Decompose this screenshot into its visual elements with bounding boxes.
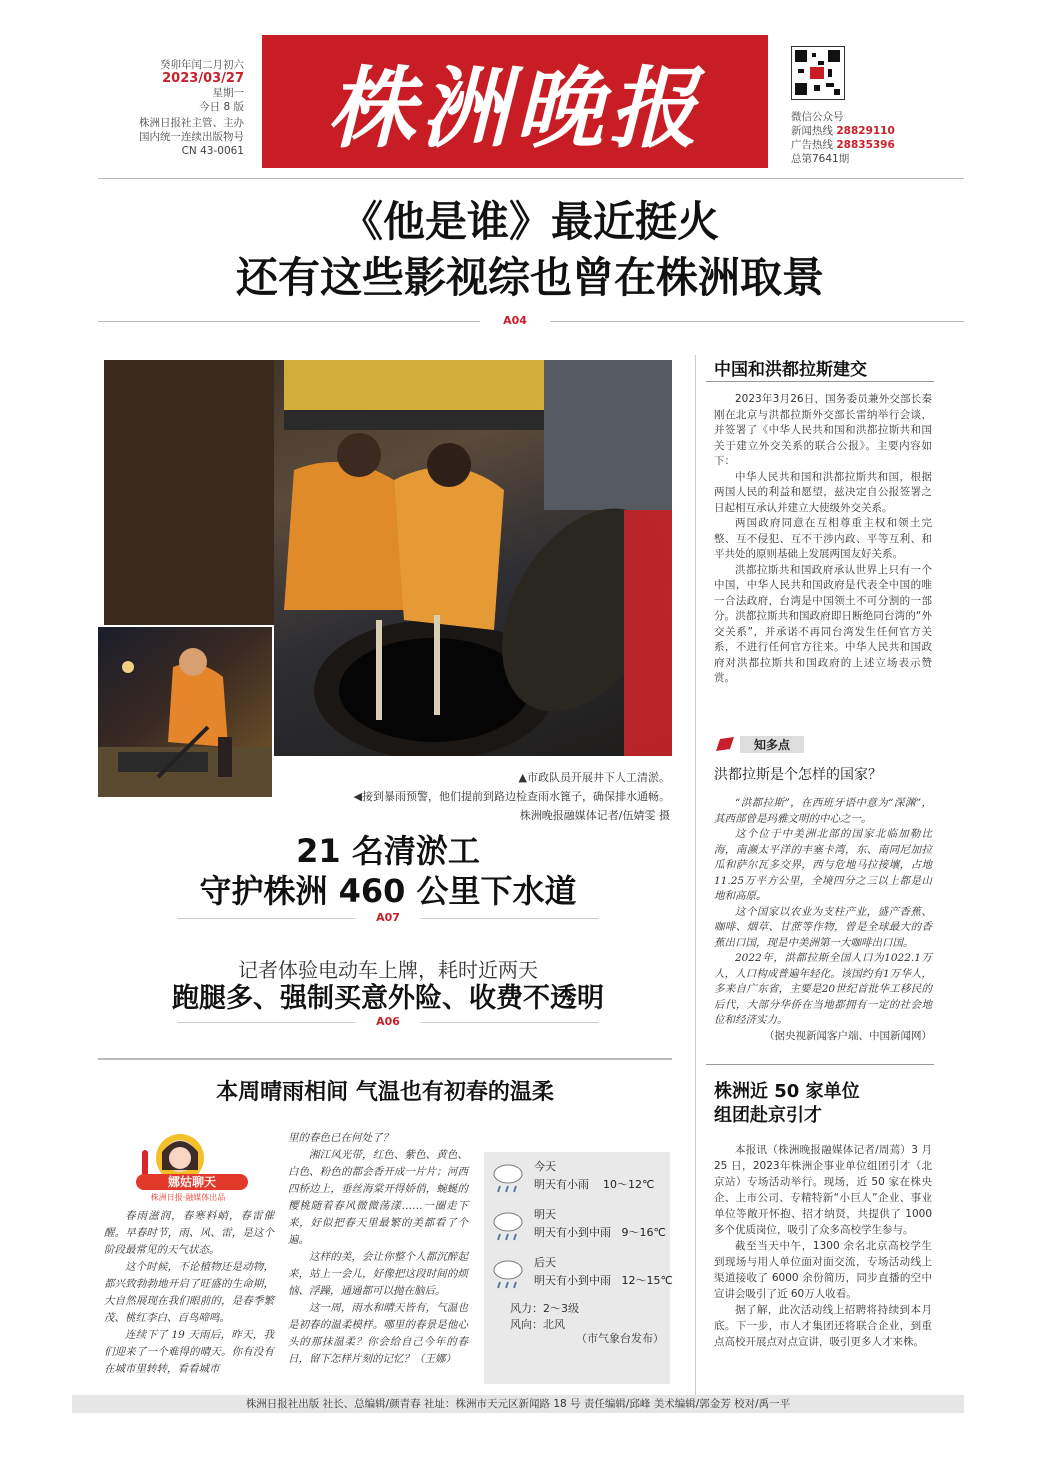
ad-hotline-label: 广告热线 — [791, 139, 833, 151]
news-hotline: 28829110 — [836, 125, 895, 137]
know-more-label: 知多点 — [740, 736, 804, 753]
masthead-title: 株洲晚报 — [326, 55, 703, 160]
photo-caption-1: ▲市政队员开展井下人工清淤。 — [518, 771, 670, 784]
photo-caption-2: ◀接到暴雨预警，他们提前到路边检查雨水篦子，确保排水通畅。 — [353, 790, 670, 803]
column-subtitle: 株洲日报·融媒体出品 — [150, 1193, 226, 1202]
rain-cloud-icon — [490, 1256, 526, 1292]
story3-kicker: 记者体验电动车上牌，耗时近两天 — [238, 958, 538, 982]
sidebar1-rule — [706, 381, 934, 382]
column-logo — [118, 1130, 248, 1205]
forecast-day: 明天 — [534, 1208, 556, 1221]
forecast-temp: 12～15℃ — [621, 1274, 673, 1287]
sidebar1-body — [714, 392, 932, 687]
weather-para: 这样的美，会让你整个人都沉醉起来，站上一会儿，好像把这段时间的烦恼、浮躁，通通都可以抛在脑后。 — [288, 1251, 468, 1297]
know-more-source: （据央视新闻客户端、中国新闻网） — [764, 1029, 932, 1042]
sidebar2-para: 本报讯（株洲晚报融媒体记者/周蔫）3 月 25 日，2023年株洲企事业单位组团引才（北京站）专场活动举行。现场，近 50 家在株央企、上市公司、专精特新“小巨人”企业、事业单位等敞开怀抱、招才纳贤，共提供了 1000 多个优质岗位，吸引了众多高校学生参与。 — [714, 1144, 932, 1236]
sidebar2-title-line2[interactable]: 组团赴京引才 — [714, 1105, 822, 1126]
wind-direction: 风向：北风 — [510, 1318, 565, 1331]
forecast-temp: 9～16℃ — [621, 1226, 666, 1239]
sidebar1-title[interactable]: 中国和洪都拉斯建交 — [714, 360, 867, 380]
cn-number: CN 43-0061 — [181, 145, 244, 157]
forecast-row — [484, 1156, 670, 1202]
forecast-row — [484, 1252, 673, 1298]
serial-line: 国内统一连续出版物号 — [139, 131, 244, 143]
know-more-para: “洪都拉斯”，在西班牙语中意为“深渊”，其西部曾是玛雅文明的中心之一。 — [714, 797, 932, 825]
weather-para: 这个时候，不论植物还是动物，都兴致勃勃地开启了旺盛的生命期，大自然展现在我们眼前的，是春季繁茂、桃红李白、百鸟啼鸣。 — [104, 1261, 274, 1324]
publisher-line: 株洲日报社主管、主办 — [139, 117, 244, 129]
lead-headline-line2[interactable]: 还有这些影视综也曾在株洲取景 — [235, 253, 824, 302]
wechat-label: 微信公众号 — [791, 111, 844, 123]
pencil-icon — [714, 735, 738, 753]
weather-column-1 — [104, 1208, 274, 1378]
section-divider — [98, 1058, 672, 1060]
page-count: 今日 8 版 — [199, 101, 244, 113]
forecast-box — [484, 1152, 673, 1384]
forecast-desc: 明天有小雨 10～12℃ — [534, 1178, 655, 1191]
forecast-day: 今天 — [534, 1160, 556, 1173]
forecast-source: （市气象台发布） — [576, 1332, 664, 1345]
sidebar2-body — [714, 1142, 932, 1350]
sidebar2-title-line1[interactable]: 株洲近 50 家单位 — [714, 1081, 860, 1102]
story2-page-tag[interactable]: A07 — [355, 911, 421, 924]
know-more-title[interactable]: 洪都拉斯是个怎样的国家？ — [714, 767, 882, 783]
forecast-temp: 10～12℃ — [603, 1178, 655, 1191]
sidebar2-para: 截至当天中午，1300 余名北京高校学生到现场与用人单位面对面交流，专场活动线上渠道接收了 6000 余份简历，同步直播的空中宣讲会吸引了近 60万人收看。 — [714, 1240, 932, 1300]
ad-hotline: 28835396 — [836, 139, 895, 151]
rain-cloud-icon — [490, 1160, 526, 1196]
know-more-body — [714, 796, 932, 1044]
know-more-badge — [714, 735, 834, 753]
weather-para: 春雨滋润，春寒料峭，春雷催醒。早春时节，雨、风、雷，是这个阶段最常见的天气状态。 — [104, 1210, 274, 1256]
column-name: 娜姑聊天 — [136, 1174, 248, 1190]
sidebar2-rule — [706, 1064, 934, 1065]
forecast-desc: 明天有小到中雨 9～16℃ — [534, 1226, 666, 1239]
sidebar2-para: 据了解，此次活动线上招聘将持续到本月底。下一步，市人才集团还将联合企业，到重点高校开展点对点宣讲，吸引更多人才来株。 — [714, 1304, 932, 1348]
know-more-para: 2022年，洪都拉斯全国人口为1022.1万人，人口构成普遍年轻化。该国约有1万华人，多来自广东省，主要是20世纪首批华工移民的后代，大部分华侨在当地都拥有一定的社会地位和经济实力。 — [714, 952, 932, 1026]
forecast-day: 后天 — [534, 1256, 556, 1269]
weather-headline[interactable]: 本周晴雨相间 气温也有初春的温柔 — [216, 1080, 554, 1105]
column-divider — [695, 355, 696, 1395]
issue-number: 总第7641期 — [791, 153, 850, 165]
inset-photo-drain-check — [96, 625, 274, 799]
sidebar1-para: 中华人民共和国和洪都拉斯共和国，根据两国人民的利益和愿望，兹决定自公报签署之日起相互承认并建立大使级外交关系。 — [714, 470, 932, 514]
wind-force: 风力：2～3级 — [510, 1302, 579, 1315]
news-hotline-label: 新闻热线 — [791, 125, 833, 137]
header-divider — [98, 178, 964, 179]
photo-credit: 株洲晚报融媒体记者/伍婧雯 摄 — [519, 809, 670, 822]
forecast-row — [484, 1204, 670, 1250]
weather-para: 连续下了 19 天雨后，昨天，我们迎来了一个难得的晴天。你有没有在城市里转转，看看城市 — [104, 1329, 274, 1375]
weather-para: 这一周，雨水和晴天皆有，气温也是初春的温柔模样。哪里的春景是他心头的那抹温柔？你会给自己今年的春日，留下怎样片刻的记忆？（王娜） — [288, 1302, 468, 1365]
weekday: 星期一 — [212, 87, 244, 99]
issue-date: 2023/03/27 — [162, 71, 244, 86]
weather-para: 里的春色已在何处了？ — [288, 1132, 393, 1144]
masthead-info-right — [791, 110, 951, 166]
lunar-date: 癸卯年闰二月初六 — [160, 59, 244, 71]
rain-cloud-icon — [490, 1208, 526, 1244]
forecast-desc: 明天有小到中雨 12～15℃ — [534, 1274, 673, 1287]
imprint-footer: 株洲日报社出版 社长、总编辑/颜青春 社址：株洲市天元区新闻路 18 号 责任编辑/邱峰 美术编辑/郭金芳 校对/禹一平 — [72, 1395, 964, 1413]
story2-headline-line2[interactable]: 守护株洲 460 公里下水道 — [199, 872, 577, 910]
know-more-para: 这个国家以农业为支柱产业，盛产香蕉、咖啡、烟草、甘蔗等作物，曾是全球最大的香蕉出口国，现是中美洲第一大咖啡出口国。 — [714, 905, 932, 949]
lead-page-tag[interactable]: A04 — [480, 314, 550, 327]
story3-headline[interactable]: 跑腿多、强制买意外险、收费不透明 — [172, 983, 604, 1014]
story2-headline-line1[interactable]: 21 名清淤工 — [296, 832, 480, 870]
lead-headline-line1[interactable]: 《他是谁》最近挺火 — [340, 197, 719, 246]
sidebar1-para: 2023年3月26日，国务委员兼外交部长秦刚在北京与洪都拉斯外交部长雷纳举行会谈，并签署了《中华人民共和国和洪都拉斯共和国关于建立外交关系的联合公报》。主要内容如下： — [714, 393, 932, 467]
weather-column-2 — [288, 1130, 468, 1368]
sidebar1-para: 洪都拉斯共和国政府承认世界上只有一个中国，中华人民共和国政府是代表全中国的唯一合法政府，台湾是中国领土不可分割的一部分。洪都拉斯共和国政府即日断绝同台湾的“外交关系”，并承诺不再同台湾发生任何官方关系，不进行任何官方往来。中华人民共和国政府对洪都拉斯共和国政府的上述立场表示赞赏。 — [714, 563, 932, 684]
know-more-para: 这个位于中美洲北部的国家北临加勒比海，南濒太平洋的丰塞卡湾，东、南同尼加拉瓜和萨尔瓦多交界，西与危地马拉接壤，占地11.25万平方公里，全境四分之三以上都是山地和高原。 — [714, 828, 932, 902]
sidebar1-para: 两国政府同意在互相尊重主权和领土完整、互不侵犯、互不干涉内政、平等互利、和平共处的原则基础上发展两国友好关系。 — [714, 517, 932, 560]
qr-code-icon — [791, 46, 845, 100]
story3-page-tag[interactable]: A06 — [355, 1015, 421, 1028]
weather-para: 湘江风光带，红色、紫色、黄色、白色、粉色的都会香开成一片片；河西四桥边上，垂丝海棠开得娇俏，蜿蜒的樱桃随着春风微微荡漾……一圈走下来，好似把春天里最繁的美都看了个遍。 — [288, 1149, 468, 1246]
masthead-logo — [262, 35, 768, 168]
masthead-info-left — [98, 58, 244, 158]
